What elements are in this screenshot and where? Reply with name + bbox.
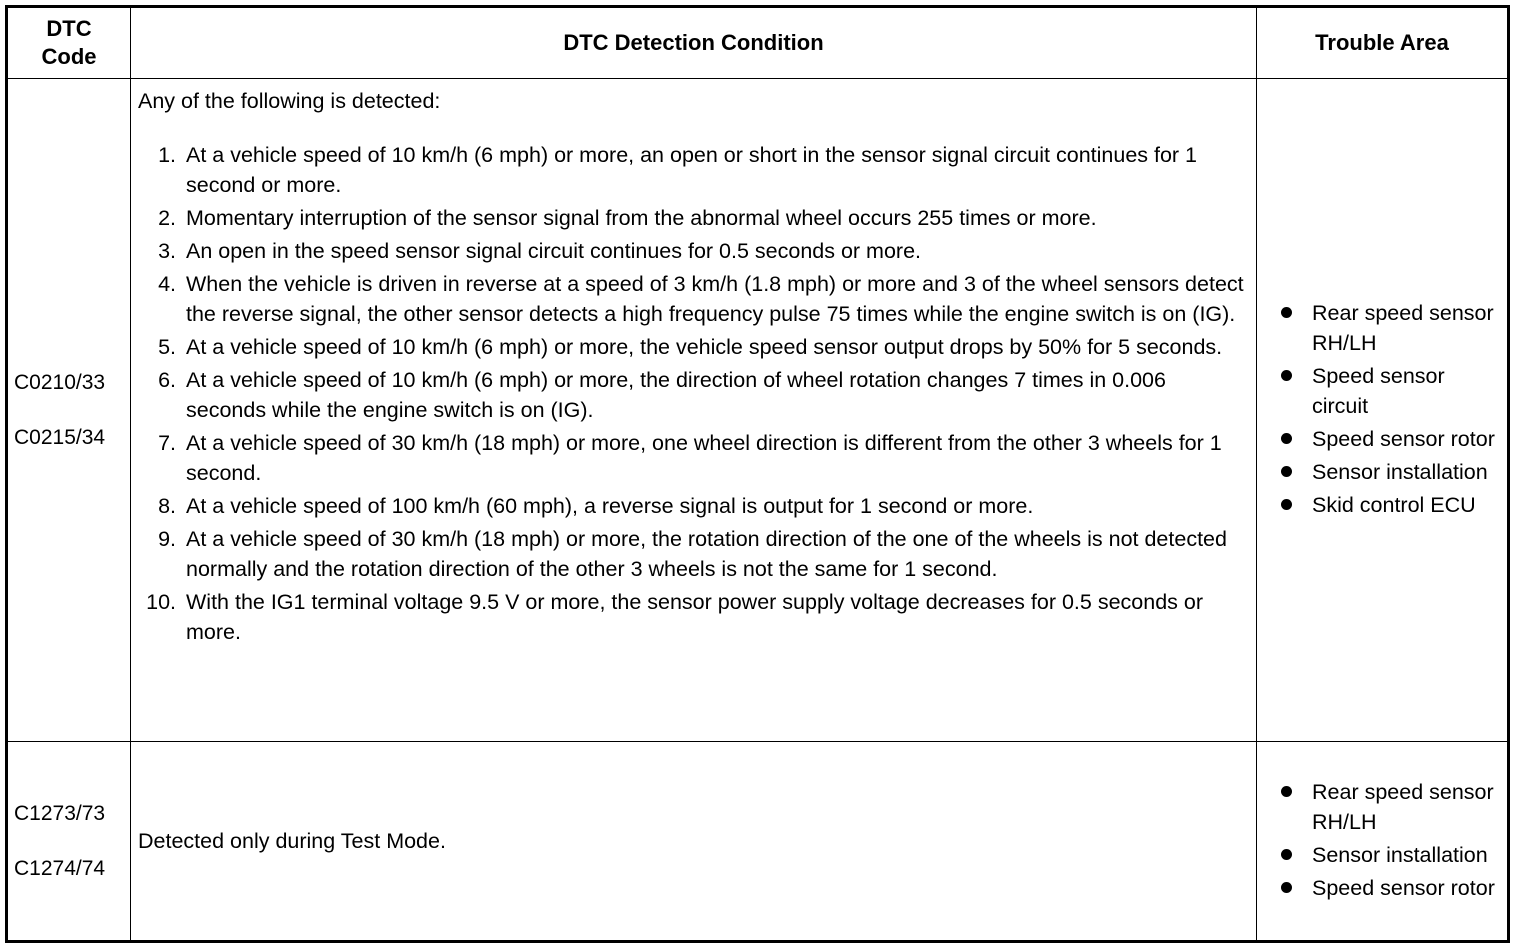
- trouble-area-cell: [1257, 79, 1509, 742]
- condition-item: [138, 524, 1250, 584]
- dtc-code: C1273/73: [14, 801, 106, 825]
- trouble-area-item: [1279, 777, 1503, 837]
- trouble-area-text: Skid control ECU: [1312, 492, 1476, 517]
- header-dtc-code-line1: DTC: [46, 16, 92, 41]
- condition-item: [138, 140, 1250, 200]
- condition-list: [138, 140, 1250, 647]
- bullet-icon: [1281, 307, 1292, 318]
- trouble-area-text: Speed sensor rotor: [1312, 875, 1495, 900]
- condition-number: 4.: [158, 272, 176, 296]
- bullet-icon: [1281, 849, 1292, 860]
- trouble-area-item: [1279, 840, 1503, 870]
- condition-item: [138, 587, 1250, 647]
- condition-text: An open in the speed sensor signal circuit continues for 0.5 seconds or more.: [186, 239, 921, 263]
- condition-item: [138, 269, 1250, 329]
- condition-text: When the vehicle is driven in reverse at a speed of 3 km/h (1.8 mph) or more and 3 of the wheel sensors detect the reverse signal, the other sensor detects a high frequency pulse 75 times while the engine switch is on (IG).: [186, 272, 1244, 326]
- trouble-area-list: [1279, 298, 1503, 520]
- condition-item: [138, 365, 1250, 425]
- detection-condition-cell: [131, 79, 1257, 742]
- condition-number: 6.: [158, 368, 176, 392]
- trouble-area-item: [1279, 490, 1503, 520]
- condition-text: At a vehicle speed of 10 km/h (6 mph) or more, the vehicle speed sensor output drops by 50% for 5 seconds.: [186, 335, 1223, 359]
- condition-text: At a vehicle speed of 30 km/h (18 mph) or more, the rotation direction of the one of the wheels is not detected normally and the rotation direction of the other 3 wheels is not the same for 1 second.: [186, 527, 1227, 581]
- condition-item: [138, 332, 1250, 362]
- condition-number: 3.: [158, 239, 176, 263]
- condition-text: At a vehicle speed of 10 km/h (6 mph) or more, the direction of wheel rotation changes 7 times in 0.006 seconds while the engine switch is on (IG).: [186, 368, 1166, 422]
- trouble-area-item: [1279, 361, 1503, 421]
- condition-number: 2.: [158, 206, 176, 230]
- condition-item: [138, 491, 1250, 521]
- dtc-code-cell: [7, 742, 131, 942]
- condition-intro: Any of the following is detected:: [138, 89, 441, 113]
- condition-text: Momentary interruption of the sensor signal from the abnormal wheel occurs 255 times or more.: [186, 206, 1097, 230]
- detection-condition-cell: Detected only during Test Mode.: [131, 742, 1257, 942]
- bullet-icon: [1281, 882, 1292, 893]
- trouble-area-item: [1279, 424, 1503, 454]
- condition-item: [138, 428, 1250, 488]
- trouble-area-list: [1279, 777, 1503, 903]
- table-row: [7, 79, 1509, 742]
- trouble-area-item: [1279, 457, 1503, 487]
- condition-number: 7.: [158, 431, 176, 455]
- bullet-icon: [1281, 786, 1292, 797]
- condition-item: [138, 236, 1250, 266]
- bullet-icon: [1281, 433, 1292, 444]
- trouble-area-text: Sensor installation: [1312, 459, 1488, 484]
- dtc-code: C1274/74: [14, 856, 106, 880]
- bullet-icon: [1281, 466, 1292, 477]
- dtc-table: [5, 5, 1510, 943]
- header-trouble-area: Trouble Area: [1257, 7, 1509, 79]
- dtc-code: C0215/34: [14, 425, 106, 449]
- condition-number: 5.: [158, 335, 176, 359]
- trouble-area-text: Rear speed sensor RH/LH: [1312, 300, 1494, 355]
- condition-item: [138, 203, 1250, 233]
- bullet-icon: [1281, 370, 1292, 381]
- trouble-area-text: Sensor installation: [1312, 842, 1488, 867]
- table-row: [7, 742, 1509, 942]
- condition-text: At a vehicle speed of 100 km/h (60 mph), a reverse signal is output for 1 second or more.: [186, 494, 1034, 518]
- condition-text: With the IG1 terminal voltage 9.5 V or more, the sensor power supply voltage decreases for 0.5 seconds or more.: [186, 590, 1203, 644]
- trouble-area-item: [1279, 298, 1503, 358]
- condition-text: At a vehicle speed of 10 km/h (6 mph) or more, an open or short in the sensor signal circuit continues for 1 second or more.: [186, 143, 1198, 197]
- header-dtc-code: [7, 7, 131, 79]
- trouble-area-text: Speed sensor circuit: [1312, 363, 1445, 418]
- condition-text: At a vehicle speed of 30 km/h (18 mph) or more, one wheel direction is different from the other 3 wheels for 1 second.: [186, 431, 1222, 485]
- condition-number: 10.: [146, 590, 176, 614]
- trouble-area-text: Rear speed sensor RH/LH: [1312, 779, 1494, 834]
- table-header-row: [7, 7, 1509, 79]
- condition-number: 8.: [158, 494, 176, 518]
- header-detection-condition: DTC Detection Condition: [131, 7, 1257, 79]
- trouble-area-cell: [1257, 742, 1509, 942]
- trouble-area-text: Speed sensor rotor: [1312, 426, 1495, 451]
- dtc-code: C0210/33: [14, 370, 106, 394]
- condition-number: 1.: [158, 143, 176, 167]
- trouble-area-item: [1279, 873, 1503, 903]
- dtc-code-cell: [7, 79, 131, 742]
- header-dtc-code-line2: Code: [41, 44, 97, 69]
- bullet-icon: [1281, 499, 1292, 510]
- condition-number: 9.: [158, 527, 176, 551]
